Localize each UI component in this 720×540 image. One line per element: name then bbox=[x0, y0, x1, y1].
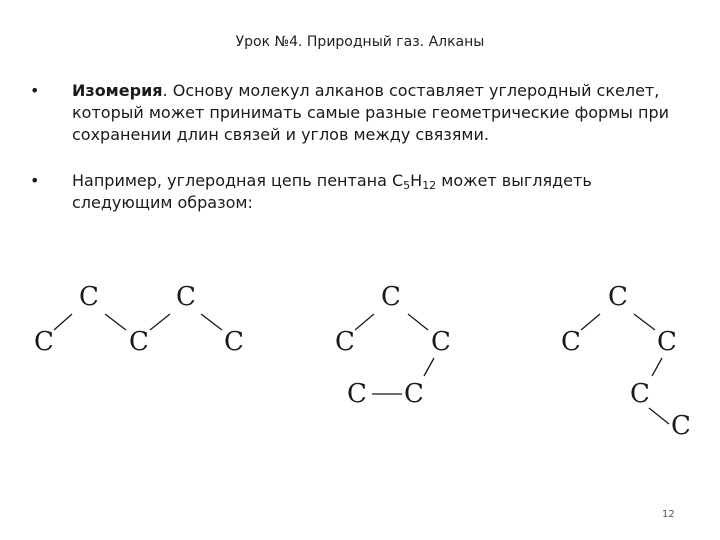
bullet-list bbox=[30, 80, 670, 238]
carbon-atom: C bbox=[608, 282, 628, 312]
bond bbox=[105, 314, 126, 330]
bullet-example bbox=[30, 170, 670, 214]
bond bbox=[652, 358, 662, 376]
bond bbox=[150, 314, 170, 330]
carbon-atom: C bbox=[630, 379, 650, 409]
bond bbox=[649, 408, 669, 424]
carbon-atom: C bbox=[431, 327, 451, 357]
carbon-atom: C bbox=[381, 282, 401, 312]
bullet-text-start: Например, углеродная цепь пентана С bbox=[72, 171, 404, 190]
bullet-marker: • bbox=[30, 171, 40, 190]
carbon-atom: C bbox=[79, 282, 99, 312]
carbon-atom: C bbox=[335, 327, 355, 357]
bond bbox=[424, 358, 434, 376]
ring-chain bbox=[335, 282, 451, 409]
slide-title: Урок №4. Природный газ. Алканы bbox=[235, 34, 485, 50]
carbon-atom: C bbox=[34, 327, 54, 357]
bent-chain bbox=[561, 282, 691, 441]
carbon-atom: C bbox=[561, 327, 581, 357]
formula-hydrogen: Н bbox=[410, 171, 423, 190]
bond bbox=[581, 314, 600, 330]
bond bbox=[54, 314, 72, 330]
bond bbox=[201, 314, 222, 330]
carbon-atom: C bbox=[347, 379, 367, 409]
carbon-atom: C bbox=[176, 282, 196, 312]
zigzag-chain bbox=[34, 282, 244, 357]
formula-subscript-carbon: 5 bbox=[403, 179, 411, 192]
bullet-isomerism bbox=[30, 80, 670, 146]
bond bbox=[355, 314, 374, 330]
bond bbox=[408, 314, 428, 330]
bullet-text-end: может выглядеть следующим образом: bbox=[72, 171, 592, 212]
bullet-marker: • bbox=[30, 81, 40, 100]
carbon-atom: C bbox=[224, 327, 244, 357]
carbon-atom: C bbox=[404, 379, 424, 409]
carbon-atom: C bbox=[657, 327, 677, 357]
carbon-atom: C bbox=[129, 327, 149, 357]
page-number: 12 bbox=[662, 509, 675, 520]
formula-subscript-hydrogen: 12 bbox=[422, 179, 437, 192]
bond bbox=[634, 314, 655, 330]
bullet-term: Изомерия bbox=[72, 81, 163, 100]
carbon-atom: C bbox=[671, 411, 691, 441]
pentane-isomer-diagrams bbox=[0, 270, 720, 460]
bullet-text: . Основу молекул алканов составляет углеродный скелет, который может принимать самые разные геометрические формы при сохранении длин связей и углов между связями. bbox=[72, 81, 670, 144]
